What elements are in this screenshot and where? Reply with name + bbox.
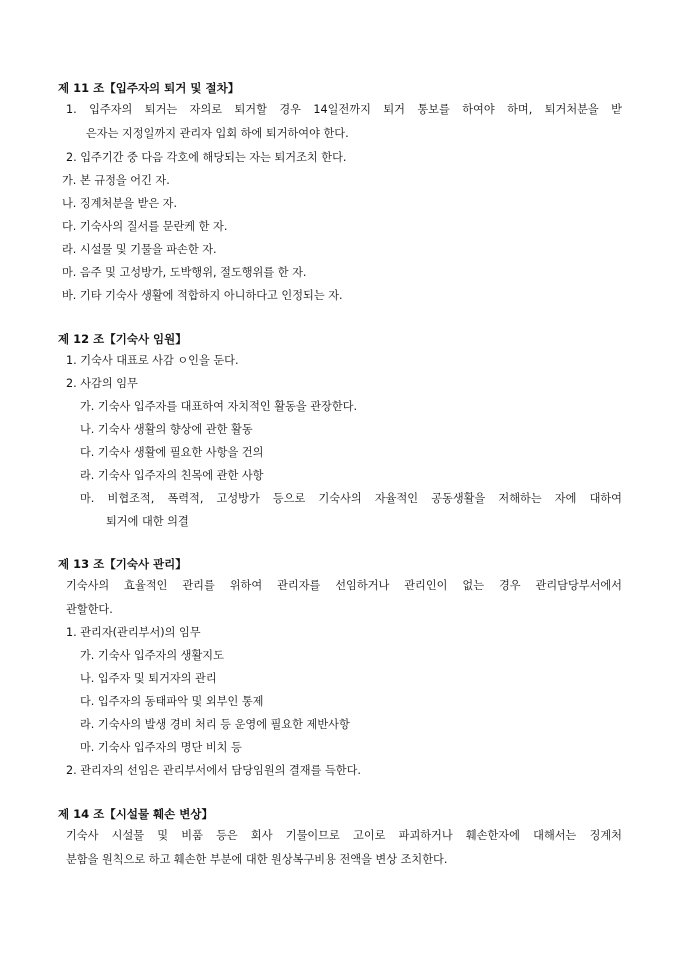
article-heading: 제 14 조【시설물 훼손 변상】 [58, 807, 213, 821]
subclause-line: 다. 기숙사 생활에 필요한 사항을 건의 [80, 446, 264, 459]
article-heading: 제 11 조【입주자의 퇴거 및 절차】 [58, 81, 240, 95]
subclause-line: 다. 입주자의 동태파악 및 외부인 통제 [80, 695, 264, 708]
paragraph-line: 분함을 원칙으로 하고 훼손한 부분에 대한 원상복구비용 전액을 변상 조치한다. [66, 853, 448, 866]
subclause-line: 가. 기숙사 입주자를 대표하여 자치적인 활동을 관장한다. [80, 400, 358, 413]
paragraph-line: 기숙사 시설물 및 비품 등은 회사 기물이므로 고이로 파괴하거나 훼손한자에 대해서는 징계처 [66, 829, 622, 842]
subclause-line: 나. 징계처분을 받은 자. [62, 197, 178, 210]
subclause-line: 마. 기숙사 입주자의 명단 비치 등 [80, 741, 242, 754]
clause-line: 은자는 지정일까지 관리자 입회 하에 퇴거하여야 한다. [86, 127, 349, 140]
subclause-line: 라. 시설물 및 기물을 파손한 자. [62, 243, 217, 256]
subclause-line: 나. 입주자 및 퇴거자의 관리 [80, 672, 217, 685]
subclause-line: 라. 기숙사의 발생 경비 처리 등 운영에 필요한 제반사항 [80, 718, 350, 731]
subclause-line: 가. 본 규정을 어긴 자. [62, 174, 170, 187]
subclause-line: 다. 기숙사의 질서를 문란케 한 자. [62, 220, 228, 233]
article-heading: 제 13 조【기숙사 관리】 [58, 557, 187, 571]
clause-line: 1. 기숙사 대표로 사감 ㅇ인을 둔다. [66, 354, 239, 367]
subclause-line: 나. 기숙사 생활의 향상에 관한 활동 [80, 423, 253, 436]
subclause-line: 라. 기숙사 입주자의 친목에 관한 사항 [80, 469, 264, 482]
subclause-line: 마. 음주 및 고성방가, 도박행위, 절도행위를 한 자. [62, 266, 307, 279]
clause-line: 2. 입주기간 중 다음 각호에 해당되는 자는 퇴거조치 한다. [66, 151, 347, 164]
clause-line: 2. 관리자의 선임은 관리부서에서 담당임원의 결재를 득한다. [66, 764, 361, 777]
subclause-line: 마. 비협조적, 폭력적, 고성방가 등으로 기숙사의 자율적인 공동생활을 저해하는 자에 대하여 [80, 492, 622, 505]
article-heading: 제 12 조【기숙사 임원】 [58, 332, 187, 346]
subclause-line: 퇴거에 대한 의결 [106, 515, 189, 528]
subclause-line: 바. 기타 기숙사 생활에 적합하지 아니하다고 인정되는 자. [62, 289, 343, 302]
clause-line: 1. 입주자의 퇴거는 자의로 퇴거할 경우 14일전까지 퇴거 통보를 하여야 하며, 퇴거처분을 받 [66, 103, 622, 116]
subclause-line: 가. 기숙사 입주자의 생활지도 [80, 649, 224, 662]
paragraph-line: 기숙사의 효율적인 관리를 위하여 관리자를 선임하거나 관리인이 없는 경우 관리담당부서에서 [66, 579, 622, 592]
clause-line: 1. 관리자(관리부서)의 임무 [66, 626, 201, 639]
clause-line: 2. 사감의 임무 [66, 377, 138, 390]
paragraph-line: 관할한다. [66, 603, 113, 616]
